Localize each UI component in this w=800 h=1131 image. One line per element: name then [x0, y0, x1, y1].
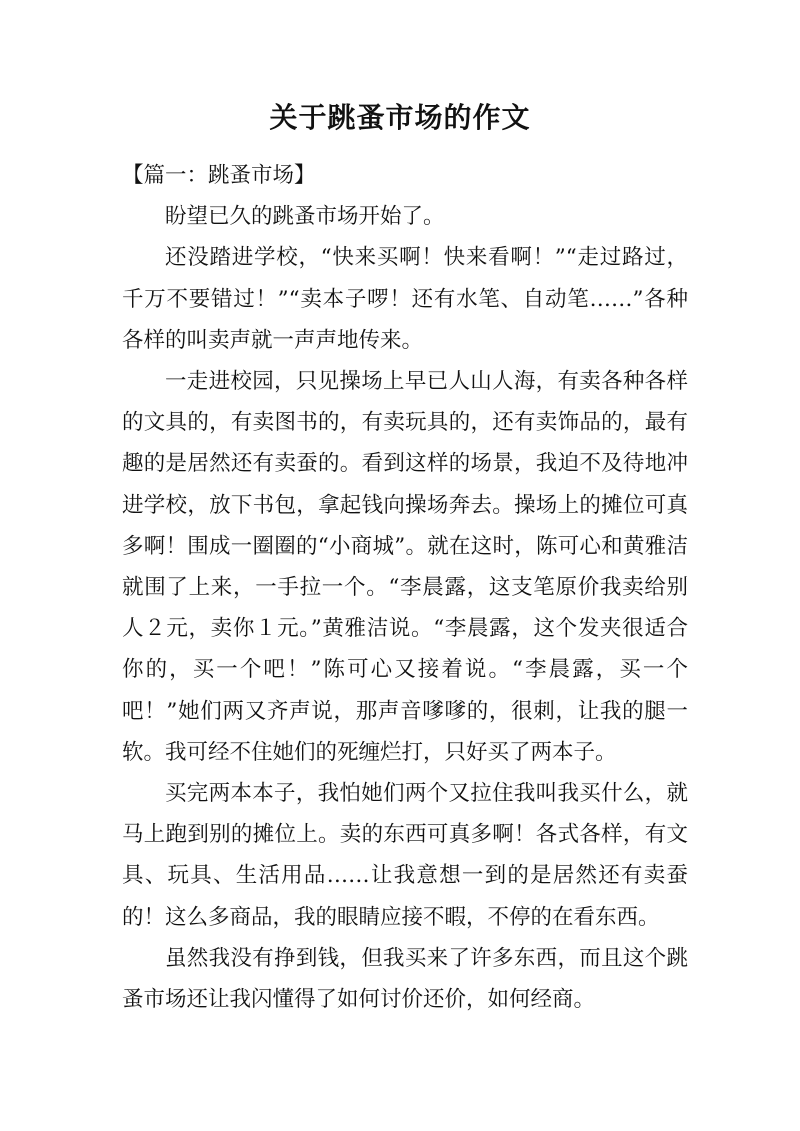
section-heading: 【篇一：跳蚤市场】 — [122, 163, 316, 188]
document-title: 关于跳蚤市场的作文 — [269, 101, 531, 134]
paragraph: 一走进校园，只见操场上早已人山人海，有卖各种各样的文具的，有卖图书的，有卖玩具的，还有卖饰品的，最有趣的是居然还有卖蚕的。看到这样的场景，我迫不及待地冲进学校，放下书包，拿起钱向操场奔去。操场上的摊位可真多啊！围成一圈圈的“小商城”。就在这时，陈可心和黄雅洁就围了上来，一手拉一个。“李晨露，这支笔原价我卖给别人２元，卖你１元。”黄雅洁说。“李晨露，这个发夹很适合你的，买一个吧！”陈可心又接着说。“李晨露，买一个吧！”她们两又齐声说，那声音嗲嗲的，很刺，让我的腿一软。我可经不住她们的死缠烂打，只好买了两本子。 — [122, 369, 688, 765]
paragraph: 买完两本本子，我怕她们两个又拉住我叫我买什么，就马上跑到别的摊位上。卖的东西可真多啊！各式各样，有文具、玩具、生活用品……让我意想一到的是居然还有卖蚕的！这么多商品，我的眼睛应接不暇，不停的在看东西。 — [122, 781, 688, 930]
essay-body — [122, 155, 688, 1020]
paragraph: 还没踏进学校，“快来买啊！快来看啊！”“走过路过，千万不要错过！”“卖本子啰！还有水笔、自动笔……”各种各样的叫卖声就一声声地传来。 — [122, 245, 688, 353]
paragraph: 虽然我没有挣到钱，但我买来了许多东西，而且这个跳蚤市场还让我闪懂得了如何讨价还价，如何经商。 — [122, 945, 688, 1013]
paragraph: 盼望已久的跳蚤市场开始了。 — [165, 204, 445, 230]
